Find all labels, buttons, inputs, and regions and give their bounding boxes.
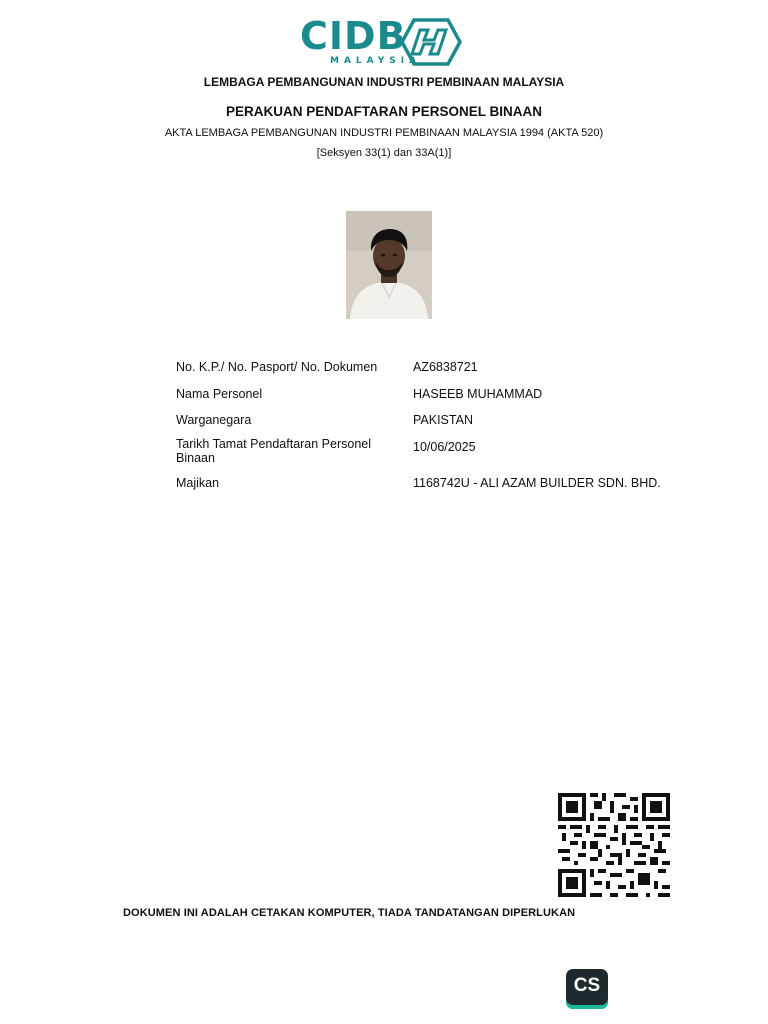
document-title: PERAKUAN PENDAFTARAN PERSONEL BINAAN <box>225 104 543 119</box>
expiry-date-label: Tarikh Tamat Pendaftaran Personel Binaan <box>176 437 372 465</box>
personnel-photo <box>346 211 432 319</box>
personnel-name-value: HASEEB MUHAMMAD <box>413 387 543 401</box>
nationality-value: PAKISTAN <box>413 413 473 427</box>
person-photo-icon <box>346 211 432 319</box>
document-number-value: AZ6838721 <box>413 360 478 374</box>
cidb-logo <box>300 14 470 70</box>
nationality-label: Warganegara <box>176 413 252 427</box>
camscanner-badge-icon <box>566 969 608 1009</box>
act-reference: AKTA LEMBAGA PEMBANGUNAN INDUSTRI PEMBINAAN MALAYSIA 1994 (AKTA 520) <box>164 127 604 139</box>
logo-subtext: MALAYSIA <box>330 56 422 66</box>
expiry-date-value: 10/06/2025 <box>413 440 476 454</box>
personnel-name-label: Nama Personel <box>176 387 263 401</box>
cidb-hexagon-icon <box>400 18 462 66</box>
computer-generated-note: DOKUMEN INI ADALAH CETAKAN KOMPUTER, TIADA TANDATANGAN DIPERLUKAN <box>123 907 576 919</box>
employer-label: Majikan <box>176 476 220 490</box>
document-number-label: No. K.P./ No. Pasport/ No. Dokumen <box>176 360 378 374</box>
organization-name: LEMBAGA PEMBANGUNAN INDUSTRI PEMBINAAN MALAYSIA <box>203 75 565 89</box>
section-reference: [Seksyen 33(1) dan 33A(1)] <box>316 147 452 159</box>
qr-code-icon <box>558 793 670 897</box>
employer-value: 1168742U - ALI AZAM BUILDER SDN. BHD. <box>413 476 661 490</box>
logo-text: CIDB <box>300 14 407 58</box>
camscanner-badge-label: CS <box>573 975 601 996</box>
